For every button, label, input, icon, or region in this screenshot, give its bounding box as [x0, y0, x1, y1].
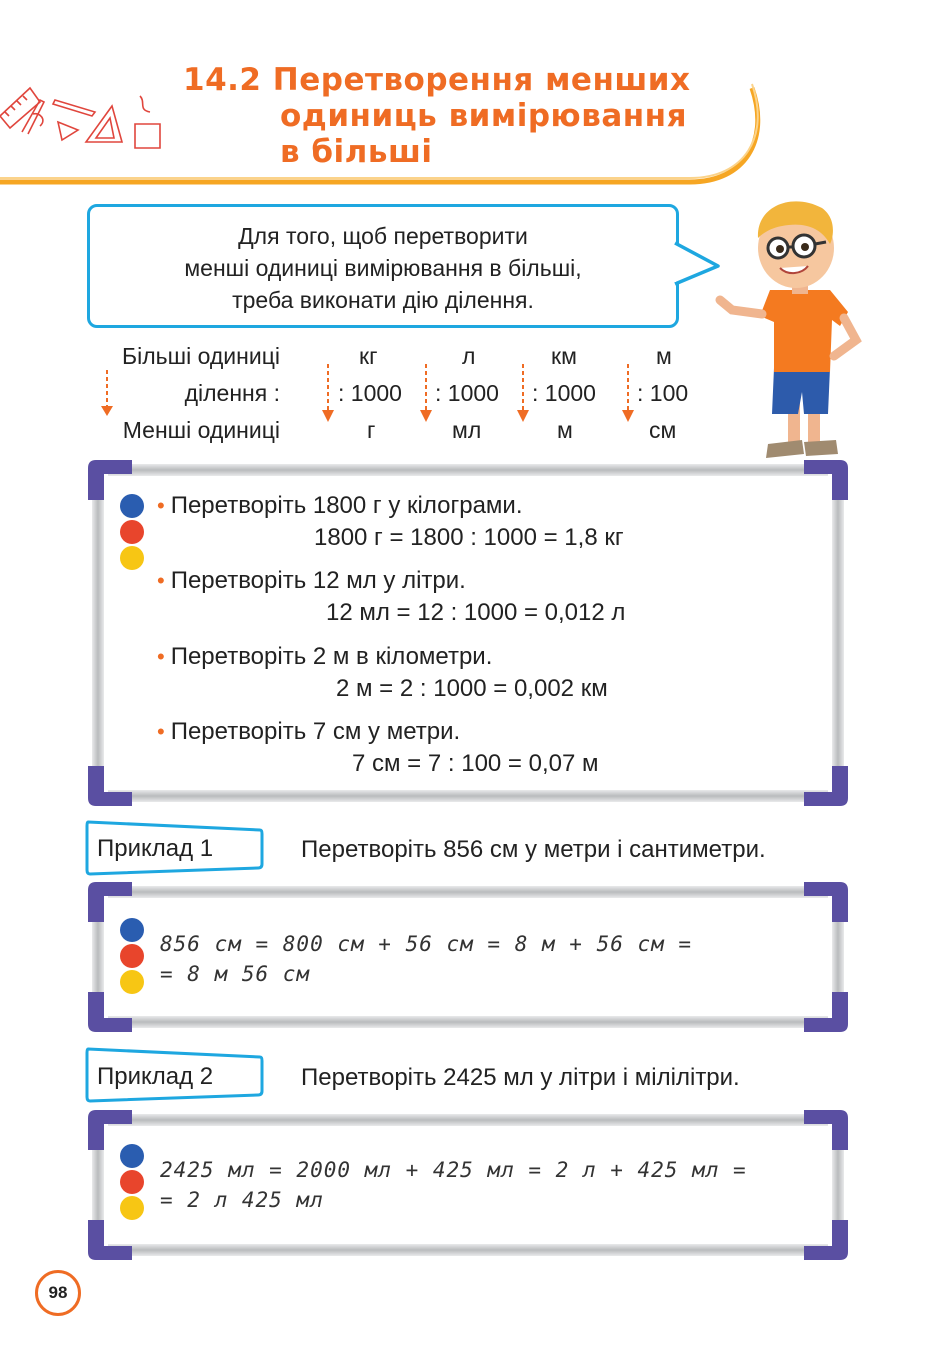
exercise-item [157, 643, 492, 671]
exercise-solution: 2 м = 2 : 1000 = 0,002 км [336, 675, 608, 702]
unit-larger: л [462, 343, 476, 369]
unit-operation: : 1000 [532, 380, 596, 406]
unit-larger: м [656, 343, 672, 369]
title-line: в більші [280, 134, 433, 170]
exercise-task: Перетворіть 7 см у метри. [170, 718, 461, 745]
down-arrow-icon [321, 364, 335, 426]
bullet-icon: • [157, 568, 165, 593]
example-1-label: Приклад 1 [97, 835, 214, 862]
example-2-task: Перетворіть 2425 мл у літри і мілілітри. [301, 1064, 740, 1091]
exercise-task: Перетворіть 12 мл у літри. [170, 567, 466, 594]
example-2-solution-line: 2425 мл = 2000 мл + 425 мл = 2 л + 425 мл = [160, 1158, 747, 1182]
exercise-item [157, 492, 523, 520]
rule-line: Для того, щоб перетворити [238, 223, 528, 249]
example-1-solution-line: = 8 м 56 см [160, 962, 311, 986]
magnet-dots-icon [118, 494, 148, 574]
whiteboard-frame [88, 1110, 848, 1260]
example-1-solution-line: 856 см = 800 см + 56 см = 8 м + 56 см = [160, 932, 693, 956]
bullet-icon: • [157, 644, 165, 669]
row-label-larger: Більші одиниці [122, 343, 280, 369]
example-2-solution-line: = 2 л 425 мл [160, 1188, 324, 1212]
page-title [183, 62, 691, 170]
exercise-item [157, 567, 466, 595]
magnet-dots-icon [118, 918, 148, 998]
down-arrow-icon [100, 370, 114, 420]
boy-character-illustration [712, 192, 862, 462]
unit-operation: : 1000 [435, 380, 499, 406]
title-line: одиниць вимірювання [280, 98, 687, 134]
drawing-tools-icon [0, 82, 170, 162]
row-label-division: ділення : [184, 380, 280, 406]
bullet-icon: • [157, 719, 165, 744]
bullet-icon: • [157, 493, 165, 518]
magnet-dots-icon [118, 1144, 148, 1224]
rule-line: треба виконати дію ділення. [232, 287, 534, 313]
exercise-solution: 1800 г = 1800 : 1000 = 1,8 кг [314, 524, 624, 551]
page-number: 98 [35, 1270, 81, 1316]
example-2-label: Приклад 2 [97, 1063, 214, 1090]
unit-smaller: мл [452, 417, 482, 443]
whiteboard-frame [88, 882, 848, 1032]
example-1-task: Перетворіть 856 см у метри і сантиметри. [301, 836, 766, 863]
unit-operation: : 1000 [338, 380, 402, 406]
down-arrow-icon [419, 364, 433, 426]
exercise-task: Перетворіть 1800 г у кілограми. [170, 492, 523, 519]
unit-larger: км [551, 343, 577, 369]
rule-text [90, 220, 676, 316]
down-arrow-icon [516, 364, 530, 426]
unit-smaller: г [367, 417, 376, 443]
exercise-task: Перетворіть 2 м в кілометри. [170, 643, 493, 670]
exercise-item [157, 718, 460, 746]
down-arrow-icon [621, 364, 635, 426]
row-label-smaller: Менші одиниці [122, 417, 280, 443]
unit-smaller: см [649, 417, 677, 443]
unit-larger: кг [359, 343, 378, 369]
exercise-solution: 12 мл = 12 : 1000 = 0,012 л [326, 599, 626, 626]
exercise-solution: 7 см = 7 : 100 = 0,07 м [352, 750, 599, 777]
title-line: 14.2 Перетворення менших [183, 62, 691, 98]
unit-smaller: м [557, 417, 573, 443]
unit-operation: : 100 [637, 380, 689, 406]
rule-line: менші одиниці вимірювання в більші, [184, 255, 582, 281]
